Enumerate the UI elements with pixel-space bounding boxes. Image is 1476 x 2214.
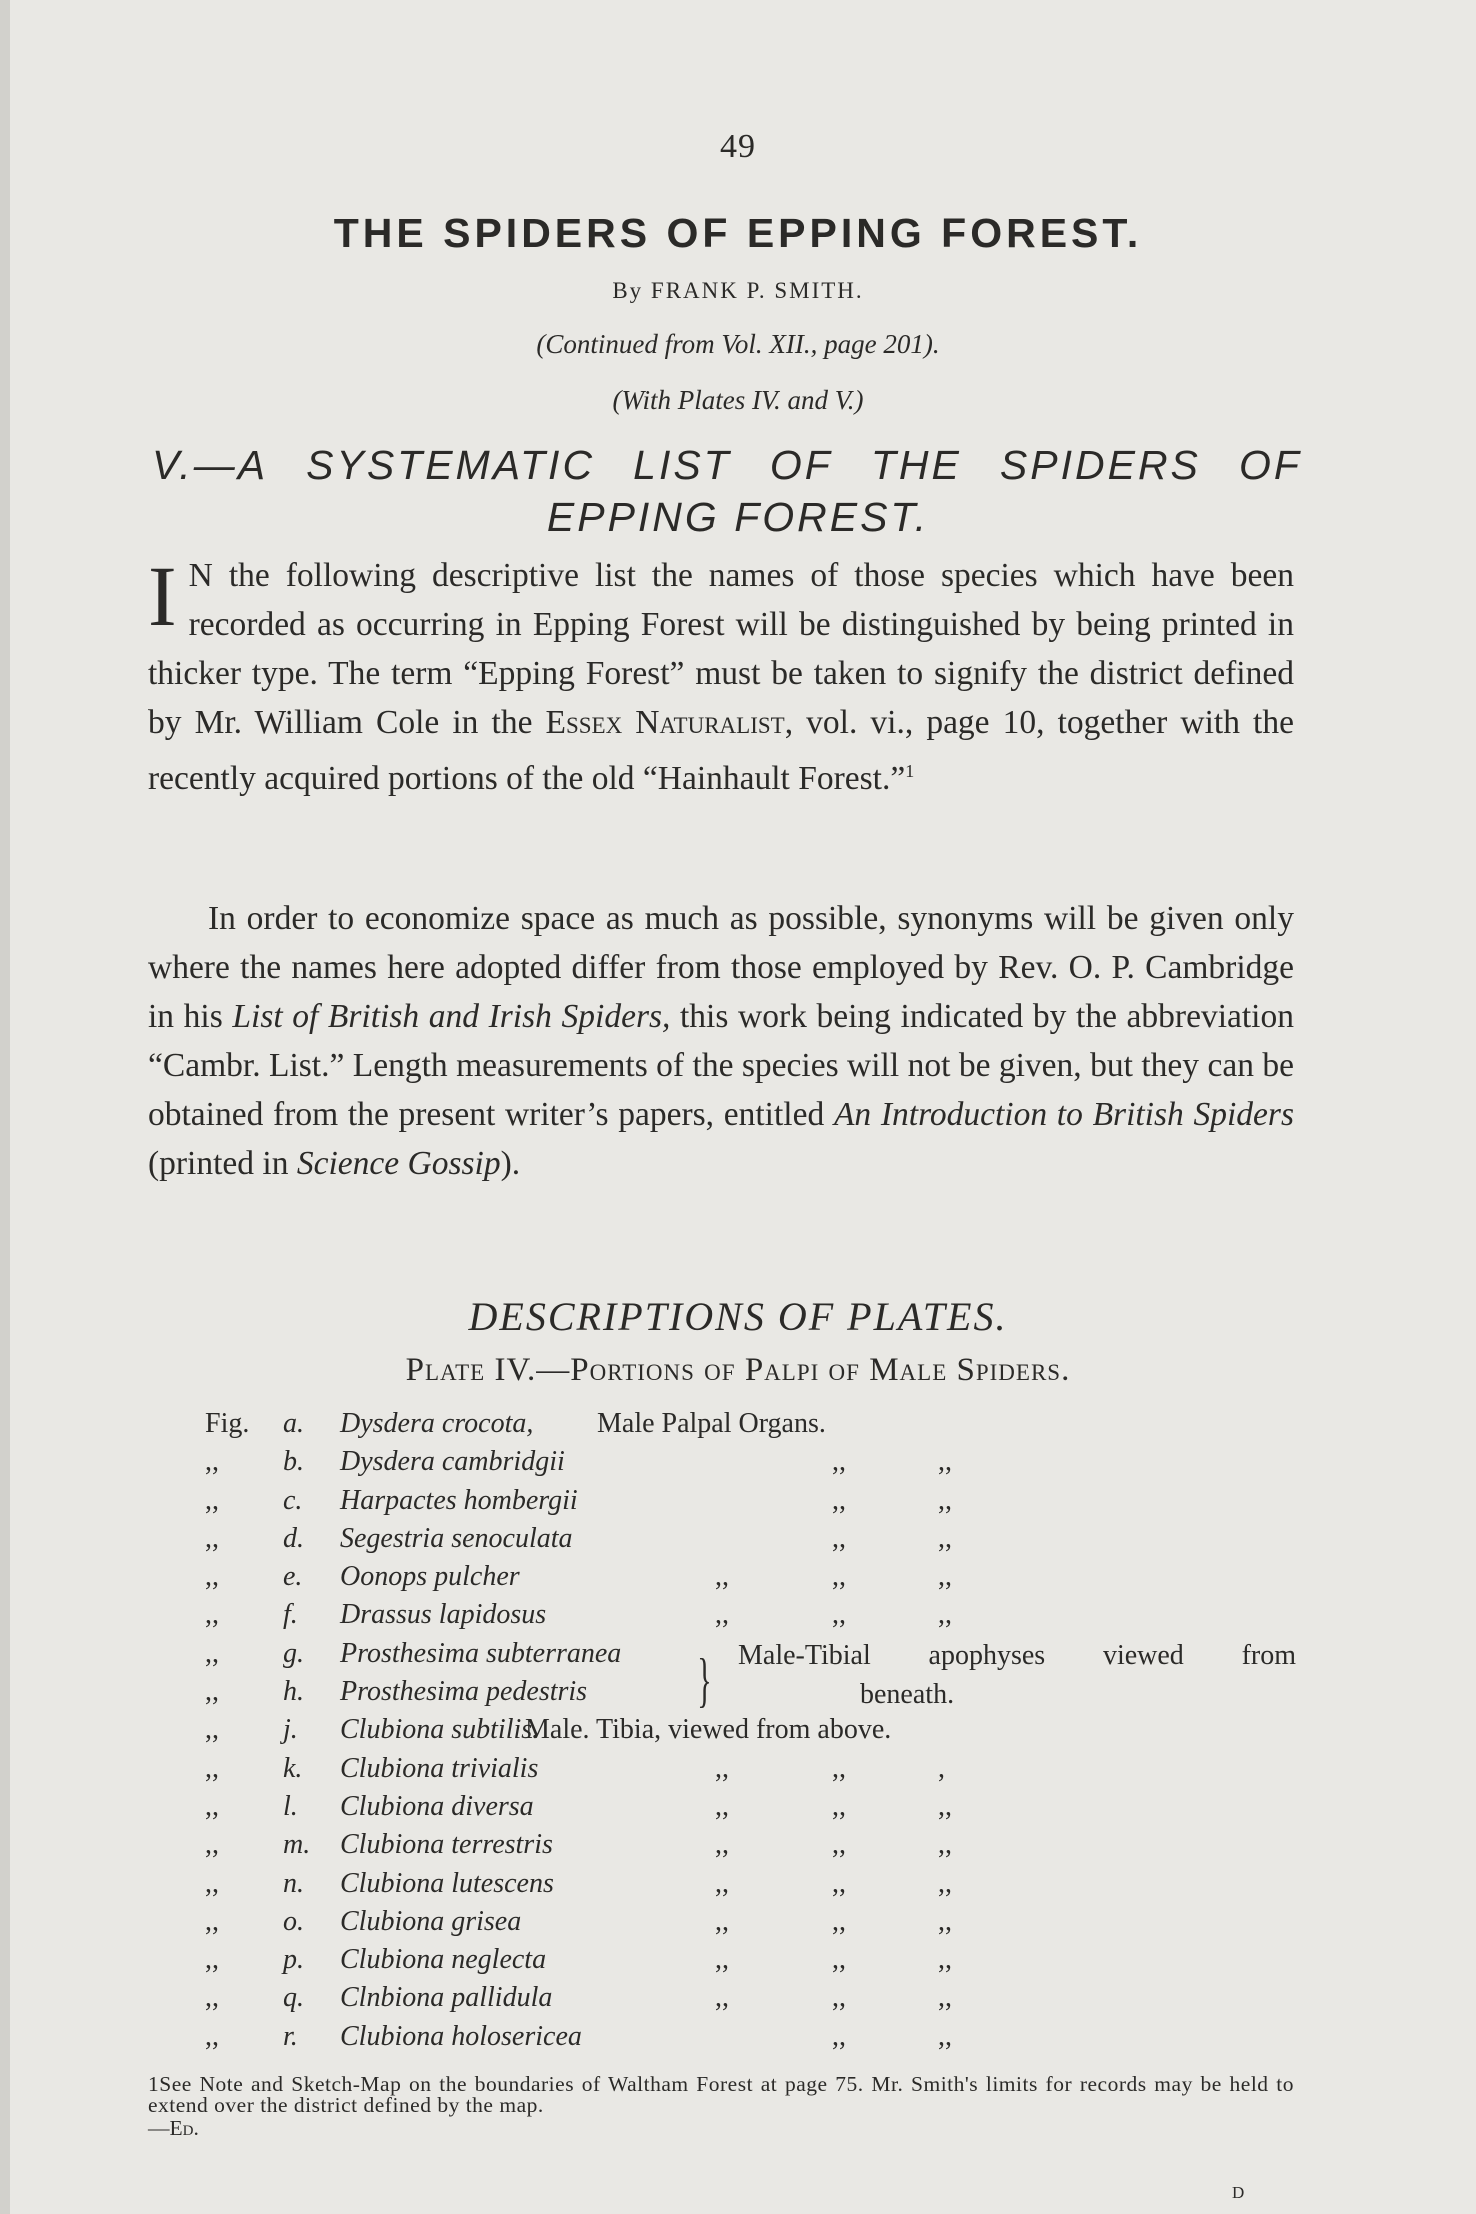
figure-prefix: ,,: [205, 1676, 219, 1708]
figure-letter: b.: [283, 1446, 304, 1478]
figure-prefix: ,,: [205, 2020, 219, 2052]
species-name: Clubiona diversa: [340, 1790, 534, 1822]
figure-letter: o.: [283, 1905, 304, 1937]
species-name: Drassus lapidosus: [340, 1599, 547, 1631]
section-title-word: THE: [870, 442, 962, 488]
page-number: 49: [720, 128, 756, 165]
figure-letter: n.: [283, 1867, 304, 1899]
species-name: Clubiona lutescens: [340, 1867, 554, 1899]
species-name: Dysdera crocota,: [340, 1408, 534, 1439]
ditto-mark: ,,: [832, 1790, 846, 1822]
species-name: Clubiona grisea: [340, 1905, 522, 1937]
ditto-mark: ,,: [832, 1752, 846, 1784]
figure-letter: p.: [283, 1944, 304, 1976]
species-name: Clubiona neglecta: [340, 1944, 547, 1976]
brace-glyph: }: [697, 1647, 712, 1713]
figure-letter: j.: [283, 1714, 298, 1746]
caption-word: Male-Tibial: [738, 1640, 871, 1671]
figure-letter: r.: [283, 2020, 298, 2052]
species-name: Prosthesima subterranea: [340, 1637, 622, 1669]
ditto-mark: ,,: [715, 1944, 729, 1976]
paragraph-text: (printed in: [148, 1145, 297, 1182]
journal-title: Science Gossip: [296, 1145, 501, 1182]
ditto-mark: ,,: [832, 1446, 846, 1478]
ditto-mark: ,,: [715, 1752, 729, 1784]
ditto-mark: ,,: [715, 1829, 729, 1861]
figure-letter: k.: [283, 1752, 303, 1784]
ditto-mark: ,,: [938, 1790, 952, 1822]
section-title-line2: EPPING FOREST.: [546, 494, 930, 540]
figure-letter: g.: [283, 1637, 304, 1669]
paragraph-intro: [148, 548, 1294, 803]
tibial-caption-line2: beneath.: [860, 1679, 955, 1710]
ditto-mark: ,,: [938, 1446, 952, 1478]
section-title-word: OF: [1238, 442, 1302, 488]
paragraph-synonyms: [148, 894, 1294, 1188]
ditto-mark: ,,: [832, 1484, 846, 1516]
figure-prefix: ,,: [205, 1599, 219, 1631]
paragraph-text: vol. vi., page 10, together with the recently acquired portions of the old “Hainhault Forest.”: [148, 704, 1294, 798]
species-name: Clubiona terrestris: [340, 1829, 553, 1861]
section-title-word: LIST: [633, 442, 732, 488]
article-title: THE SPIDERS OF EPPING FOREST.: [333, 210, 1143, 256]
caption-word: apophyses: [928, 1640, 1046, 1671]
figure-prefix: Fig.: [205, 1408, 250, 1439]
figure-description: Male. Tibia, viewed from above.: [525, 1714, 892, 1746]
ditto-mark: ,,: [832, 1944, 846, 1976]
footnote-ref: 1: [905, 761, 915, 781]
ditto-mark: ,,: [715, 1599, 729, 1631]
ditto-mark: ,,: [832, 1522, 846, 1554]
descriptions-heading: DESCRIPTIONS OF PLATES.: [468, 1294, 1008, 1339]
journal-name: Essex Naturalist,: [545, 704, 794, 741]
figure-letter: m.: [283, 1829, 311, 1861]
ditto-mark: ,,: [938, 1829, 952, 1861]
species-name: Harpactes hombergii: [340, 1484, 578, 1516]
section-title-word: OF: [769, 442, 833, 488]
figure-prefix: ,,: [205, 1867, 219, 1899]
species-name: Segestria senoculata: [340, 1522, 573, 1554]
section-title-word: SPIDERS: [999, 442, 1201, 488]
ditto-mark: ,,: [715, 1561, 729, 1593]
figure-prefix: ,,: [205, 1637, 219, 1669]
section-title-word: SYSTEMATIC: [306, 442, 596, 488]
figure-description: Male Palpal Organs.: [597, 1408, 826, 1439]
ditto-mark: ,,: [938, 1561, 952, 1593]
ditto-mark: ,,: [938, 1905, 952, 1937]
figure-prefix: ,,: [205, 1522, 219, 1554]
ditto-mark: ,,: [832, 1905, 846, 1937]
figure-prefix: ,,: [205, 1714, 219, 1746]
ditto-mark: ,,: [938, 1982, 952, 2014]
drop-cap: I: [148, 548, 177, 644]
paper-title: An Introduction to British Spiders: [833, 1096, 1294, 1133]
ditto-mark: ,,: [832, 2020, 846, 2052]
figure-prefix: ,,: [205, 1752, 219, 1784]
section-title-line1: [152, 442, 1302, 489]
species-name: Oonops pulcher: [340, 1561, 520, 1593]
ditto-mark: ,,: [832, 1599, 846, 1631]
species-name: Clubiona trivialis: [340, 1752, 539, 1784]
figure-letter: a.: [283, 1408, 304, 1439]
species-name: Prosthesima pedestris: [340, 1676, 588, 1708]
plates-note: (With Plates IV. and V.): [612, 385, 864, 415]
figure-prefix: ,,: [205, 1790, 219, 1822]
ditto-mark: ,,: [715, 1982, 729, 2014]
figure-letter: c.: [283, 1484, 303, 1516]
species-name: Clnbiona pallidula: [340, 1982, 553, 2014]
figure-letter: d.: [283, 1522, 304, 1554]
plate-heading: Plate IV.—Portions of Palpi of Male Spiders.: [405, 1352, 1071, 1388]
species-name: Dysdera cambridgii: [340, 1446, 565, 1478]
tibial-caption-line1: [738, 1640, 1296, 1672]
caption-word: viewed: [1102, 1640, 1184, 1671]
figure-prefix: ,,: [205, 1944, 219, 1976]
figure-letter: l.: [283, 1790, 298, 1822]
figure-letter: h.: [283, 1676, 304, 1708]
ditto-mark: ,,: [938, 1599, 952, 1631]
figure-prefix: ,,: [205, 1905, 219, 1937]
ditto-mark: ,,: [715, 1867, 729, 1899]
ditto-mark: ,: [938, 1752, 945, 1784]
ditto-mark: ,,: [832, 1561, 846, 1593]
species-name: Clubiona holosericea: [340, 2020, 582, 2052]
figure-letter: q.: [283, 1982, 304, 2014]
byline: By FRANK P. SMITH.: [612, 278, 864, 303]
species-name: Clubiona subtilis.: [340, 1714, 540, 1746]
ditto-mark: ,,: [938, 1522, 952, 1554]
ditto-mark: ,,: [938, 1944, 952, 1976]
ditto-mark: ,,: [832, 1829, 846, 1861]
paragraph-text: ).: [500, 1145, 521, 1182]
caption-word: from: [1241, 1640, 1296, 1671]
continued-note: (Continued from Vol. XII., page 201).: [536, 329, 940, 359]
paragraph-text: In order to economize space as much as possible, synonyms will be given only where the names here adopted differ from those employed by Rev. O. P. Cambridge in his: [148, 900, 1294, 1035]
figure-prefix: ,,: [205, 1982, 219, 2014]
figure-prefix: ,,: [205, 1446, 219, 1478]
ditto-mark: ,,: [938, 1484, 952, 1516]
section-title-word: V.—A: [152, 442, 269, 488]
ditto-mark: ,,: [832, 1867, 846, 1899]
footnote-editor: —Ed.: [148, 2116, 199, 2140]
figure-letter: f.: [283, 1599, 298, 1631]
ditto-mark: ,,: [938, 1867, 952, 1899]
signature-mark: D: [1232, 2183, 1245, 2202]
figure-prefix: ,,: [205, 1829, 219, 1861]
ditto-mark: ,,: [715, 1905, 729, 1937]
paragraph-text: N the following descriptive list the names of those species which have been recorded as occurring in Epping Forest will be distinguished by being printed in thicker type. The term “Epping Forest” must be taken to signify the district defined by Mr. William Cole in the: [148, 557, 1294, 741]
figure-letter: e.: [283, 1561, 303, 1593]
ditto-mark: ,,: [938, 2020, 952, 2052]
footnote: 1See Note and Sketch-Map on the boundaries of Waltham Forest at page 75. Mr. Smith's limits for records may be held to extend over the district defined by the map.: [148, 2072, 1294, 2117]
figure-prefix: ,,: [205, 1561, 219, 1593]
paragraph-text: this work being indicated by the abbreviation “Cambr. List.” Length measurements of the species will not be given, but they can be obtained from the present writer’s papers, entitled: [148, 998, 1294, 1133]
ditto-mark: ,,: [832, 1982, 846, 2014]
book-title: List of British and Irish Spiders,: [232, 998, 671, 1035]
ditto-mark: ,,: [715, 1790, 729, 1822]
figure-prefix: ,,: [205, 1484, 219, 1516]
